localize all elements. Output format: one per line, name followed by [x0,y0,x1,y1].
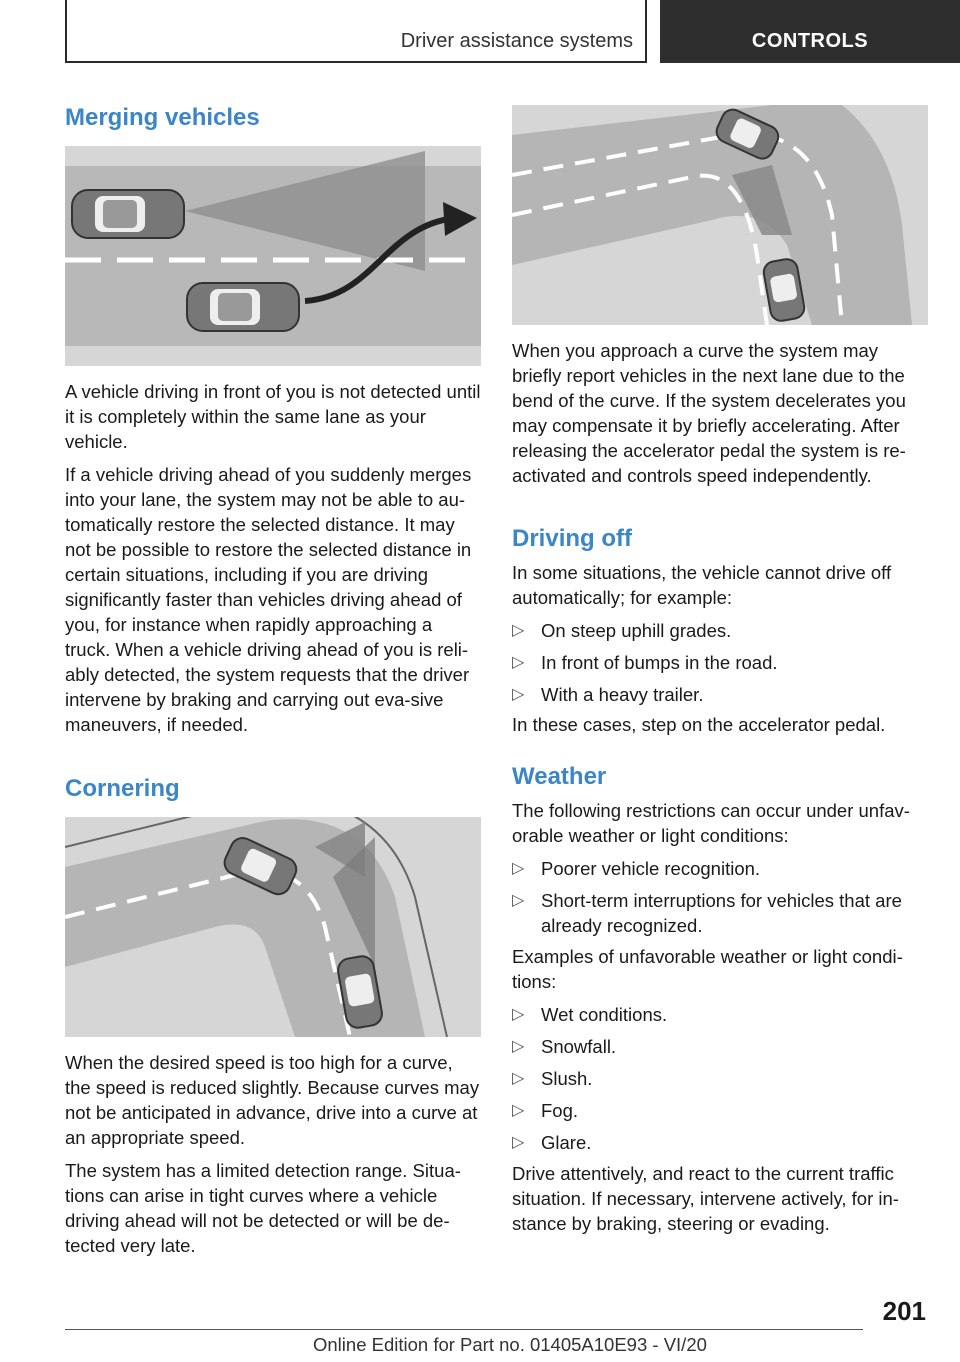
heading-cornering: Cornering [65,775,180,802]
triangle-bullet-icon: ▷ [512,1006,525,1023]
curve-paragraph: When you approach a curve the system may briefly report vehicles in the next lane due to the bend of the curve. If the system decelerates you may compensate it by briefly accelerating. After releasing the accelerator pedal the system is re-activated and controls speed independently. [512,340,906,486]
list-item: ▷ On steep uphill grades. [512,620,732,641]
weather-outro: Drive attentively, and react to the current traffic situation. If necessary, intervene actively, for in-stance by braking, steering or evading. [512,1163,899,1234]
list-item: ▷ Wet conditions. [512,1004,668,1025]
triangle-bullet-icon: ▷ [512,860,525,877]
figure-cornering [65,817,481,1037]
page-number: 201 [882,1296,926,1326]
weather-examples-list [512,1002,928,1162]
list-item: ▷ Short-term interruptions for vehicles that are already recognized. [512,890,902,936]
driving-off-list [512,618,928,714]
list-item: ▷ Slush. [512,1068,593,1089]
driving-off-intro: In some situations, the vehicle cannot drive off automatically; for example: [512,562,892,608]
list-item: ▷ In front of bumps in the road. [512,652,778,673]
list-item: ▷ Poorer vehicle recognition. [512,858,761,879]
figure-merging-vehicles [65,146,481,366]
heading-driving-off: Driving off [512,525,632,552]
footer-divider [65,1329,863,1330]
triangle-bullet-icon: ▷ [512,654,525,671]
merging-paragraph-1: A vehicle driving in front of you is not detected until it is completely within the same lane as your vehicle. [65,381,481,452]
heading-weather: Weather [512,763,607,790]
cornering-paragraph-2: The system has a limited detection range. Situa-tions can arise in tight curves where a vehicle driving ahead will not be detected or will be de-tected very late. [65,1160,461,1256]
list-item: ▷ Snowfall. [512,1036,617,1057]
list-item: ▷ With a heavy trailer. [512,684,704,705]
triangle-bullet-icon: ▷ [512,1070,525,1087]
merging-paragraph-2: If a vehicle driving ahead of you suddenly merges into your lane, the system may not be able to au-tomatically restore the selected distance. It may not be possible to restore the selected distance in certain situations, including if you are driving significantly faster than vehicles driving ahead of you, for instance when rapidly approaching a truck. When a vehicle driving ahead of you is reli-ably detected, the system requests that the driver intervene by braking and carrying out eva-sive maneuvers, if needed. [65,464,472,735]
triangle-bullet-icon: ▷ [512,686,525,703]
triangle-bullet-icon: ▷ [512,892,525,909]
cornering-paragraph-1: When the desired speed is too high for a curve, the speed is reduced slightly. Because curves may not be anticipated in advance, drive into a curve at an appropriate speed. [65,1052,480,1148]
list-item: ▷ Glare. [512,1132,592,1153]
footer-edition: Online Edition for Part no. 01405A10E93 - VI/20 [313,1334,707,1355]
header-frame [65,0,647,63]
triangle-bullet-icon: ▷ [512,1102,525,1119]
figure-curve-next-lane [512,105,928,325]
triangle-bullet-icon: ▷ [512,1038,525,1055]
weather-examples-intro: Examples of unfavorable weather or light condi-tions: [512,946,903,992]
weather-restrictions-list [512,856,928,945]
driving-off-outro: In these cases, step on the accelerator pedal. [512,714,886,735]
section-title: Driver assistance systems [400,30,633,52]
heading-merging-vehicles: Merging vehicles [65,104,260,131]
chapter-tab: CONTROLS [660,0,960,63]
triangle-bullet-icon: ▷ [512,1134,525,1151]
list-item: ▷ Fog. [512,1100,579,1121]
triangle-bullet-icon: ▷ [512,622,525,639]
weather-intro: The following restrictions can occur under unfav-orable weather or light conditions: [512,800,910,846]
